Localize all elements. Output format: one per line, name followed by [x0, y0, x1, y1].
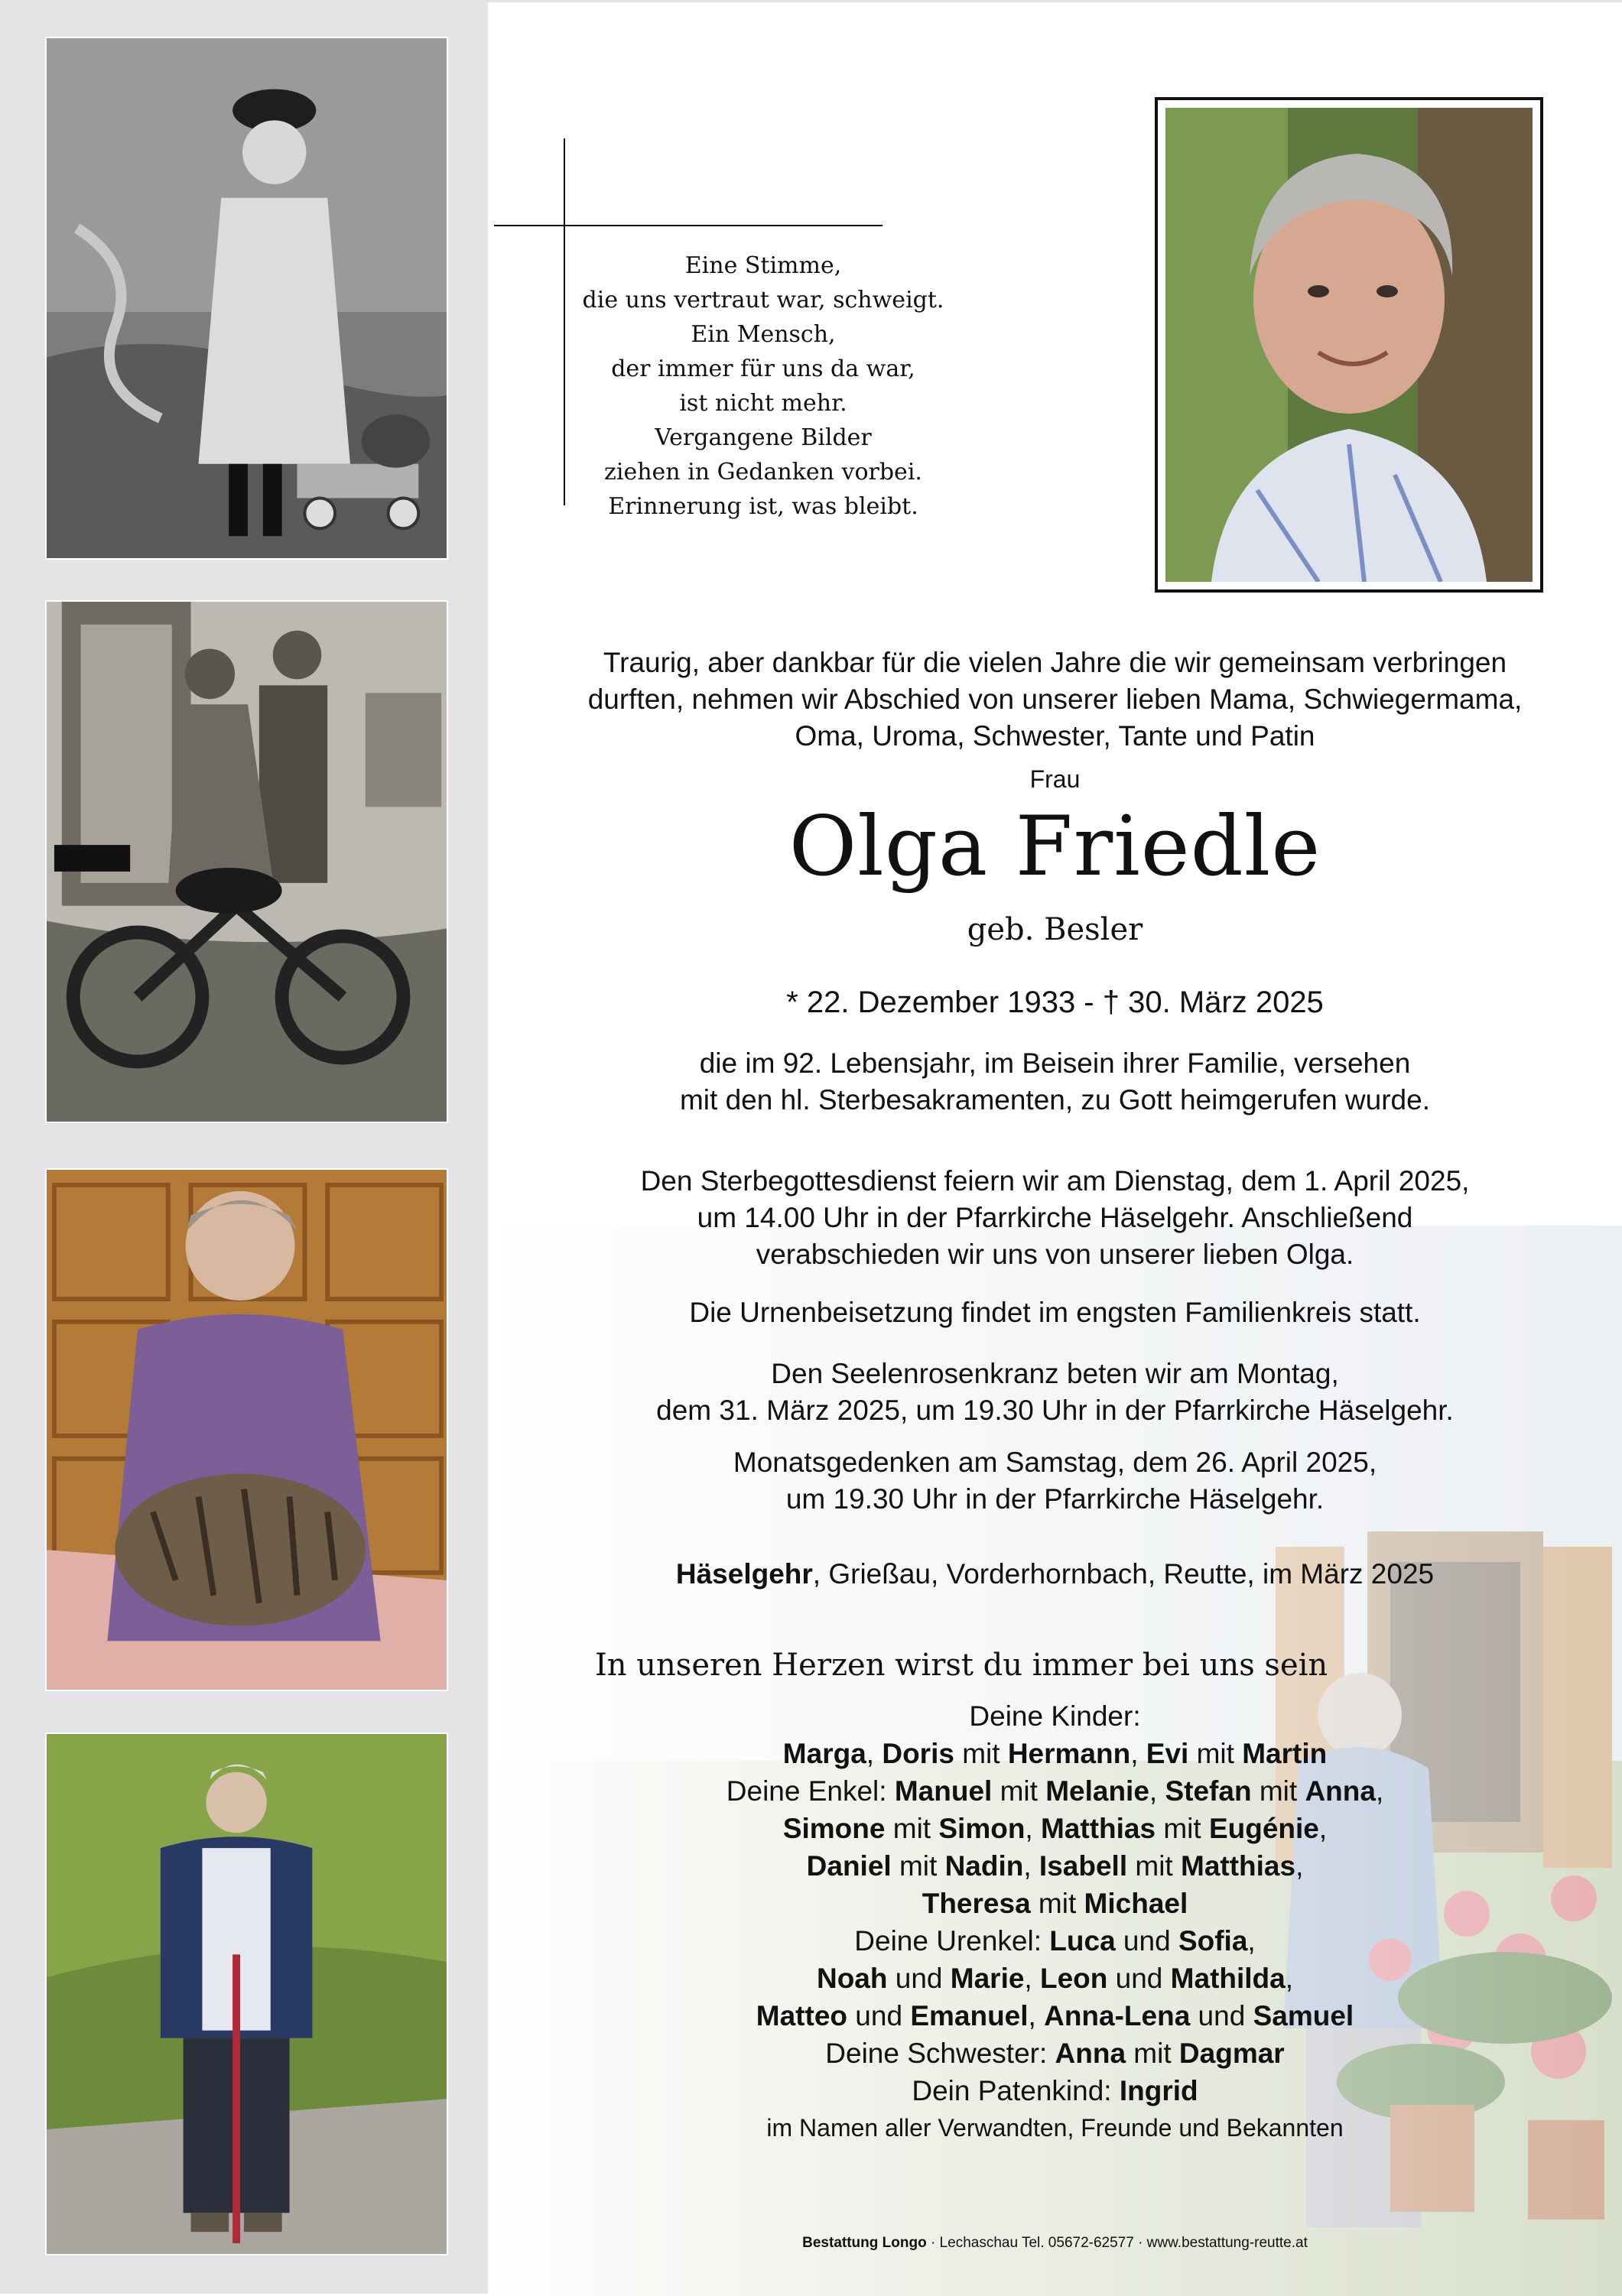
memorial-info	[488, 1444, 1622, 1518]
urenkel-line: Noah und Marie, Leon und Mathilda,	[816, 1963, 1294, 1994]
memorial-line: um 19.30 Uhr in der Pfarrkirche Häselgehr.	[785, 1483, 1325, 1515]
cross-horizontal	[494, 225, 883, 226]
intro-line: Oma, Uroma, Schwester, Tante und Patin	[795, 720, 1315, 752]
portrait-photo	[1155, 97, 1543, 593]
obituary-main	[488, 0, 1622, 2294]
closing-line: im Namen aller Verwandten, Freunde und Bekannten	[766, 2114, 1344, 2142]
urn-line: Die Urnenbeisetzung findet im engsten Familienkreis statt.	[689, 1297, 1421, 1328]
patenkind-line: Dein Patenkind: Ingrid	[912, 2075, 1198, 2106]
funeral-mass-info	[488, 1163, 1622, 1273]
memorial-line: Monatsgedenken am Samstag, dem 26. April 2025,	[733, 1447, 1377, 1478]
death-text-line: die im 92. Lebensjahr, im Beisein ihrer Familie, versehen	[699, 1047, 1411, 1079]
poem-line: Vergangene Bilder	[655, 424, 872, 451]
poem-line: Ein Mensch,	[691, 321, 836, 348]
death-text-line: mit den hl. Sterbesakramenten, zu Gott heimgerufen wurde.	[679, 1084, 1430, 1116]
footer-company: Bestattung Longo	[802, 2235, 927, 2251]
place-main: Häselgehr	[675, 1558, 813, 1590]
cross-vertical	[564, 138, 565, 505]
schwester-line: Deine Schwester: Anna mit Dagmar	[825, 2038, 1285, 2069]
enkel-line: Deine Enkel: Manuel mit Melanie, Stefan mit Anna,	[726, 1775, 1384, 1807]
family-list	[488, 1697, 1622, 2147]
rosary-info	[488, 1356, 1622, 1429]
deceased-name: Olga Friedle	[788, 799, 1321, 895]
poem-line: Erinnerung ist, was bleibt.	[608, 493, 918, 520]
death-text	[488, 1045, 1622, 1119]
enkel-line: Theresa mit Michael	[922, 1888, 1188, 1919]
enkel-line: Daniel mit Nadin, Isabell mit Matthias,	[806, 1850, 1304, 1882]
urn-burial-info	[488, 1294, 1622, 1331]
place-and-date	[488, 1556, 1622, 1593]
poem-line: der immer für uns da war,	[611, 356, 915, 382]
intro-line: durften, nehmen wir Abschied von unserer lieben Mama, Schwiegermama,	[587, 684, 1523, 715]
mass-line: verabschieden wir uns von unserer lieben Olga.	[756, 1239, 1354, 1270]
hiking-photo	[45, 1733, 448, 2255]
birth-name: geb. Besler	[967, 912, 1143, 947]
mass-line: Den Sterbegottesdienst feiern wir am Dienstag, dem 1. April 2025,	[640, 1165, 1470, 1197]
childhood-photo	[45, 37, 448, 560]
heart-line: In unseren Herzen wirst du immer bei uns sein	[595, 1648, 1328, 1683]
poem-line: die uns vertraut war, schweigt.	[582, 287, 944, 313]
motorcycle-photo	[45, 600, 448, 1123]
poem	[580, 248, 947, 524]
urenkel-line: Matteo und Emanuel, Anna-Lena und Samuel	[756, 2000, 1354, 2031]
intro-text	[488, 645, 1622, 755]
mass-line: um 14.00 Uhr in der Pfarrkirche Häselgehr. Anschließend	[697, 1202, 1413, 1233]
intro-line: Traurig, aber dankbar für die vielen Jahre die wir gemeinsam verbringen	[603, 647, 1507, 678]
salutation: Frau	[1029, 765, 1081, 793]
footer	[488, 2235, 1622, 2252]
cat-photo	[45, 1168, 448, 1691]
place-rest: , Grießau, Vorderhornbach, Reutte, im März 2025	[812, 1558, 1435, 1590]
rosary-line: dem 31. März 2025, um 19.30 Uhr in der Pfarrkirche Häselgehr.	[656, 1395, 1454, 1426]
kinder-label: Deine Kinder:	[969, 1700, 1141, 1732]
poem-line: Eine Stimme,	[684, 252, 842, 279]
poem-line: ziehen in Gedanken vorbei.	[604, 459, 922, 486]
enkel-line: Simone mit Simon, Matthias mit Eugénie,	[782, 1813, 1328, 1844]
photo-sidebar	[0, 0, 488, 2294]
life-dates: * 22. Dezember 1933 - † 30. März 2025	[786, 986, 1324, 1019]
kinder-line: Marga, Doris mit Hermann, Evi mit Martin	[782, 1738, 1328, 1769]
footer-details: · Lechaschau Tel. 05672-62577 · www.bestattung-reutte.at	[926, 2235, 1308, 2251]
poem-line: ist nicht mehr.	[679, 390, 847, 417]
urenkel-line: Deine Urenkel: Luca und Sofia,	[854, 1925, 1256, 1957]
rosary-line: Den Seelenrosenkranz beten wir am Montag,	[771, 1358, 1339, 1389]
